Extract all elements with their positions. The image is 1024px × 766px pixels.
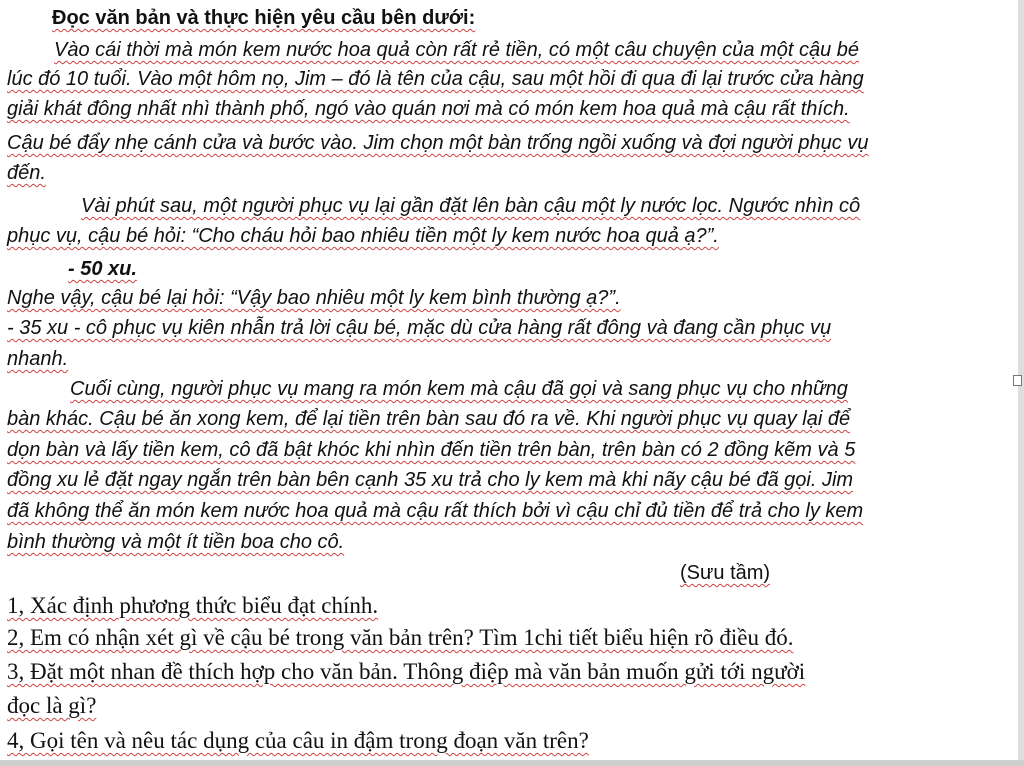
story-line-2: lúc đó 10 tuổi. Vào một hôm nọ, Jim – đó là tên của cậu, sau một hồi đi qua đi lại trước cửa hàng (7, 68, 864, 90)
resize-handle[interactable] (1013, 375, 1022, 386)
page-bottom-edge (0, 760, 1024, 766)
question-3: 3, Đặt một nhan đề thích hợp cho văn bản. Thông điệp mà văn bản muốn gửi tới người (7, 659, 806, 684)
story-line-17: bình thường và một ít tiền boa cho cô. (7, 531, 345, 553)
story-line-6: Vài phút sau, một người phục vụ lại gần đặt lên bàn cậu một ly nước lọc. Ngước nhìn cô (81, 195, 861, 217)
story-line-4: Cậu bé đẩy nhẹ cánh cửa và bước vào. Jim chọn một bàn trống ngồi xuống và đợi người phục vụ (7, 132, 869, 154)
story-line-5: đến. (7, 162, 46, 184)
question-2: 2, Em có nhận xét gì về cậu bé trong văn bản trên? Tìm 1chi tiết biểu hiện rõ điều đó. (7, 625, 794, 650)
story-line-10: - 35 xu - cô phục vụ kiên nhẫn trả lời cậu bé, mặc dù cửa hàng rất đông và đang cần phục vụ (7, 317, 832, 339)
question-4: 4, Gọi tên và nêu tác dụng của câu in đậm trong đoạn văn trên? (7, 728, 589, 753)
story-line-7: phục vụ, cậu bé hỏi: “Cho cháu hỏi bao nhiêu tiền một ly kem nước hoa quả ạ?”. (7, 225, 719, 247)
story-line-8-bold: - 50 xu. (68, 258, 137, 280)
story-line-13: bàn khác. Cậu bé ăn xong kem, để lại tiền trên bàn sau đó ra về. Khi người phục vụ quay lại để (7, 408, 851, 430)
story-line-9: Nghe vậy, cậu bé lại hỏi: “Vậy bao nhiêu một ly kem bình thường ạ?”. (7, 287, 621, 309)
story-line-11: nhanh. (7, 348, 69, 370)
story-line-15: đồng xu lẻ đặt ngay ngắn trên bàn bên cạnh 35 xu trả cho ly kem mà khi nãy cậu bé đã gọi. Jim (7, 469, 854, 491)
question-3-continued: đọc là gì? (7, 693, 97, 718)
story-line-16: đã không thể ăn món kem nước hoa quả mà cậu rất thích bởi vì cậu chỉ đủ tiền để trả cho ly kem (7, 500, 864, 522)
story-line-14: dọn bàn và lấy tiền kem, cô đã bật khóc khi nhìn đến tiền trên bàn, trên bàn có 2 đồng kẽm và 5 (7, 439, 856, 461)
story-line-12: Cuối cùng, người phục vụ mang ra món kem mà cậu đã gọi và sang phục vụ cho những (70, 378, 848, 400)
story-line-3: giải khát đông nhất nhì thành phố, ngó vào quán nơi mà có món kem hoa quả mà cậu rất thích. (7, 98, 850, 120)
story-line-1: Vào cái thời mà món kem nước hoa quả còn rất rẻ tiền, có một câu chuyện của một cậu bé (54, 39, 860, 61)
source-credit: (Sưu tầm) (680, 562, 771, 584)
question-1: 1, Xác định phương thức biểu đạt chính. (7, 593, 379, 618)
document-heading: Đọc văn bản và thực hiện yêu cầu bên dưới: (52, 7, 476, 29)
